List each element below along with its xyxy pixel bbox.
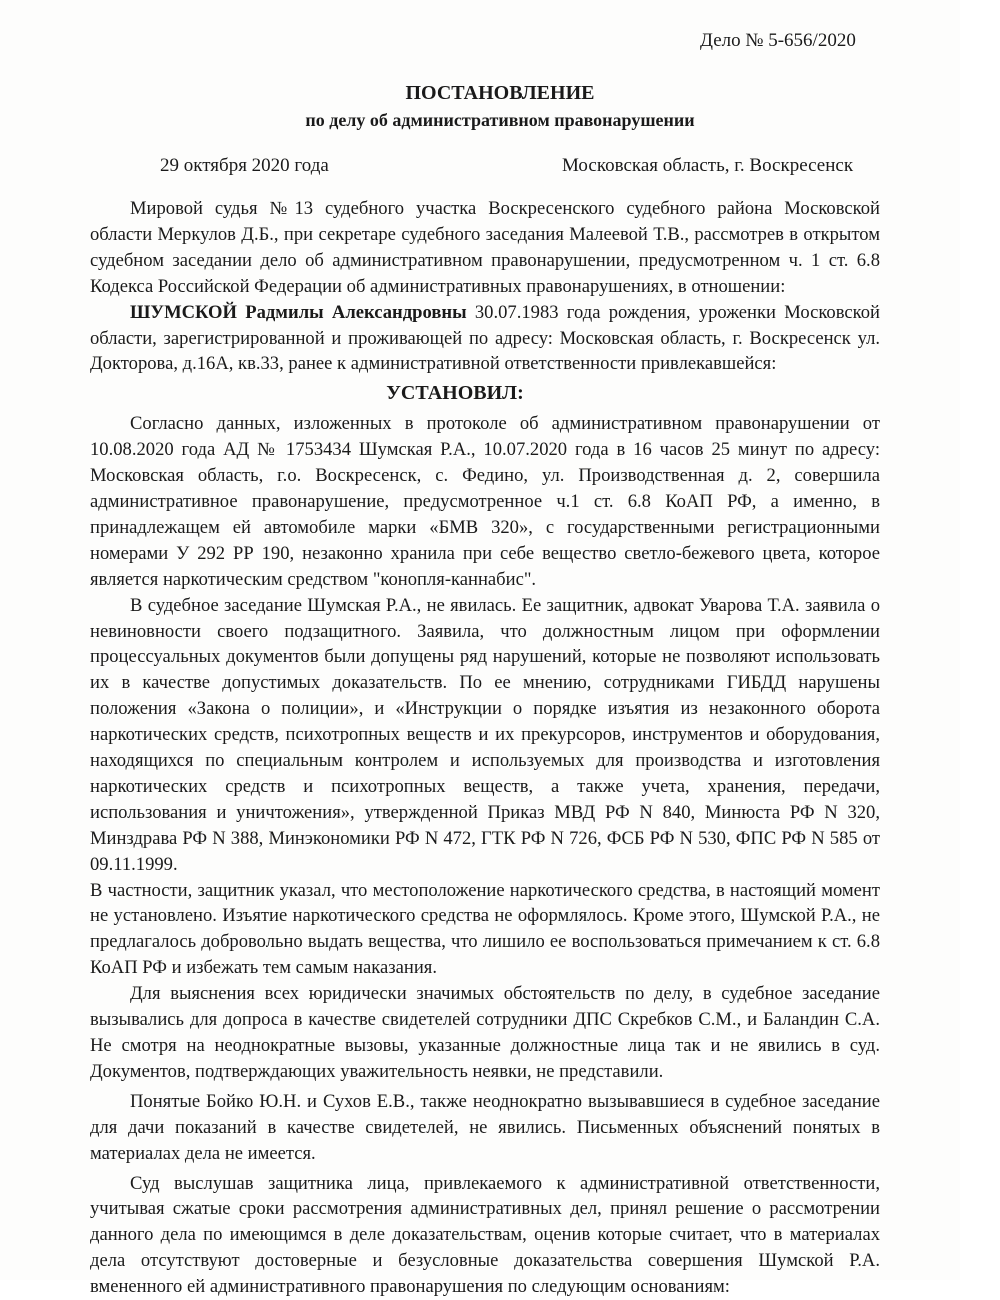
case-number: Дело № 5-656/2020 xyxy=(700,30,856,51)
section-heading: УСТАНОВИЛ: xyxy=(386,382,524,405)
document-date: 29 октября 2020 года xyxy=(160,155,329,176)
paragraph: Суд выслушав защитника лица, привлекаемого к административной ответственности, учитывая сжатые сроки рассмотрения административных дел, принял решение о рассмотрении данного дела по имеющимся в деле доказательствам, оценив которые считает, что в материалах дела отсутствуют достоверные и безусловные доказательства совершения Шумской Р.А. вмененного ей административного правонарушения по следующим основаниям: xyxy=(90,1172,880,1298)
defendant-details: 30.07.1983 года рождения, уроженки Московской области, зарегистрированной и проживающей по адресу: Московская область, г. Воскресенск ул. Докторова, д.16А, кв.33, ранее к административной ответственности привлекавшейся: xyxy=(90,301,880,375)
document-body xyxy=(90,196,880,1300)
intro-paragraph: Мировой судья №13 судебного участка Воскресенского судебного района Московской области Меркулов Д.Б., при секретаре судебного заседания Малеевой Т.В., рассмотрев в открытом судебном заседании дело об административном правонарушении, предусмотренном ч. 1 ст. 6.8 Кодекса Российской Федерации об административных правонарушениях, в отношении: xyxy=(90,198,880,297)
paragraph: В частности, защитник указал, что местоположение наркотического средства, в настоящий момент не установлено. Изъятие наркотического средства не оформлялось. Кроме этого, Шумской Р.А., не предлагалось добровольно выдать вещества, что лишило ее воспользоваться примечанием к ст. 6.8 КоАП РФ и избежать тем самым наказания. xyxy=(90,879,880,979)
paragraph: Понятые Бойко Ю.Н. и Сухов Е.В., также неоднократно вызывавшиеся в судебное заседание для дачи показаний в качестве свидетелей, не явились. Письменных объяснений понятых в материалах дела не имеется. xyxy=(90,1090,880,1164)
paragraph: Согласно данных, изложенных в протоколе об административном правонарушении от 10.08.2020 года АД № 1753434 Шумская Р.А., 10.07.2020 года в 16 часов 25 минут по адресу: Московская область, г.о. Воскресенск, с. Федино, ул. Производственная д. 2, совершила административное правонарушение, предусмотренное ч.1 ст. 6.8 КоАП РФ, а именно, в принадлежащем ей автомобиле марки «БМВ 320», с государственными регистрационными номерами У 292 РР 190, незаконно хранила при себе вещество светло-бежевого цвета, которое является наркотическим средством "конопля-каннабис". xyxy=(90,413,880,590)
document-subtitle: по делу об административном правонарушении xyxy=(305,110,695,130)
document-place: Московская область, г. Воскресенск xyxy=(562,155,854,176)
defendant-name: ШУМСКОЙ Радмилы Александровны xyxy=(130,301,467,323)
document-title: ПОСТАНОВЛЕНИЕ xyxy=(405,82,595,104)
paragraph: Для выяснения всех юридически значимых обстоятельств по делу, в судебное заседание вызывались для допроса в качестве свидетелей сотрудники ДПС Скребков С.М., и Баландин С.А. Не смотря на неоднократные вызовы, указанные должностные лица так и не явились в суд. Документов, подтверждающих уважительность неявки, не представили. xyxy=(90,983,880,1082)
paragraph: В судебное заседание Шумская Р.А., не явилась. Ее защитник, адвокат Уварова Т.А. заявила о невиновности своего подзащитного. Заявила, что должностным лицом при оформлении процессуальных документов были допущены ряд нарушений, которые не позволяют использовать их в качестве допустимых доказательств. По ее мнению, сотрудниками ГИБДД нарушены положения «Закона о полиции», и «Инструкции о порядке изъятия из незаконного оборота наркотических средств, психотропных веществ и их прекурсоров, инструментов и оборудования, находящихся по специальным контролем и используемых для производства и изготовления наркотических средств и психотропных веществ, а также учета, хранения, передачи, использования и уничтожения», утвержденной Приказ МВД РФ N 840, Минюста РФ N 320, Минздрава РФ N 388, Минэкономики РФ N 472, ГТК РФ N 726, ФСБ РФ N 530, ФПС РФ N 585 от 09.11.1999. xyxy=(90,594,880,875)
defendant-paragraph xyxy=(90,300,880,378)
